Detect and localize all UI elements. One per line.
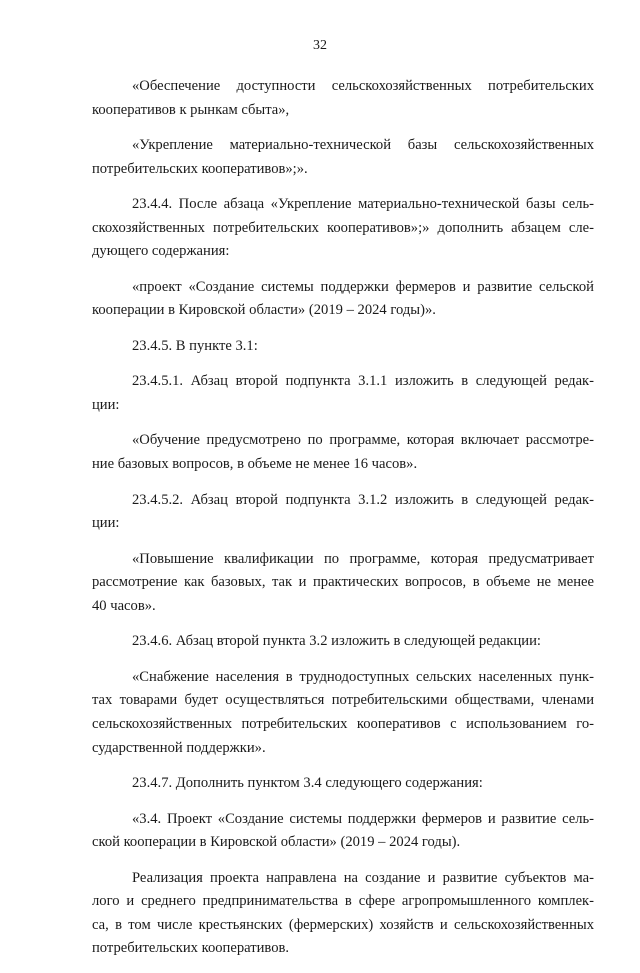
text-line: ции: [92,515,120,532]
text-line: ние базовых вопросов, в объеме не менее 16 часов». [92,456,418,473]
text-line: са, в том числе крестьянских (фермерских) хозяйств и сельскохозяйственных [92,916,594,933]
paragraph [92,134,594,181]
text-line: рассмотрение как базовых, так и практических вопросов, в объеме не менее [92,574,594,591]
text-line: «проект «Создание системы поддержки фермеров и развитие сельской [132,278,594,295]
text-line: кооперации в Кировской области» (2019 – 2024 годы)». [92,302,436,319]
text-line: тах товарами будет осуществляться потребительскими обществами, членами [92,692,594,709]
paragraph [92,489,594,536]
text-line: «Снабжение населения в труднодоступных сельских населенных пунк- [132,668,594,685]
paragraph [92,193,594,264]
text-line: 23.4.4. После абзаца «Укрепление материально-технической базы сель- [132,196,594,213]
text-line: ции: [92,396,120,413]
text-line: скохозяйственных потребительских кооперативов»;» дополнить абзацем сле- [92,219,594,236]
text-line: 23.4.5. В пункте 3.1: [132,337,258,354]
text-line: кооперативов к рынкам сбыта», [92,101,290,118]
text-line: «Обучение предусмотрено по программе, которая включает рассмотре- [132,432,594,449]
paragraph [92,335,594,359]
paragraph [92,429,594,476]
text-line: «Укрепление материально-технической базы сельскохозяйственных [132,137,594,154]
paragraph [92,867,594,961]
text-line: сударственной поддержки». [92,739,266,756]
text-line: 23.4.5.2. Абзац второй подпункта 3.1.2 изложить в следующей редак- [132,491,594,508]
text-line: 40 часов». [92,597,156,614]
paragraph [92,772,594,796]
paragraph [92,630,594,654]
text-line: сельскохозяйственных потребительских кооперативов с использованием го- [92,715,594,732]
paragraph [92,75,594,122]
text-line: «3.4. Проект «Создание системы поддержки фермеров и развитие сель- [132,810,594,827]
text-line: «Обеспечение доступности сельскохозяйственных потребительских [132,78,594,94]
paragraph [92,276,594,323]
text-line: лого и среднего предпринимательства в сфере агропромышленного комплек- [92,893,594,910]
text-line: 23.4.6. Абзац второй пункта 3.2 изложить в следующей редакции: [132,633,541,650]
text-line: потребительских кооперативов»;». [92,160,308,177]
text-line: Реализация проекта направлена на создание и развитие субъектов ма- [132,869,594,886]
document-body [92,75,594,973]
text-line: 23.4.7. Дополнить пунктом 3.4 следующего содержания: [132,775,483,792]
text-line: «Повышение квалификации по программе, которая предусматривает [132,550,594,567]
paragraph [92,548,594,619]
text-line: 23.4.5.1. Абзац второй подпункта 3.1.1 изложить в следующей редак- [132,373,594,390]
text-line: ской кооперации в Кировской области» (2019 – 2024 годы). [92,834,461,851]
paragraph [92,666,594,760]
paragraph [92,808,594,855]
paragraph [92,370,594,417]
text-line: потребительских кооперативов. [92,940,290,957]
page-number: 32 [313,38,327,53]
text-line: дующего содержания: [92,243,230,260]
